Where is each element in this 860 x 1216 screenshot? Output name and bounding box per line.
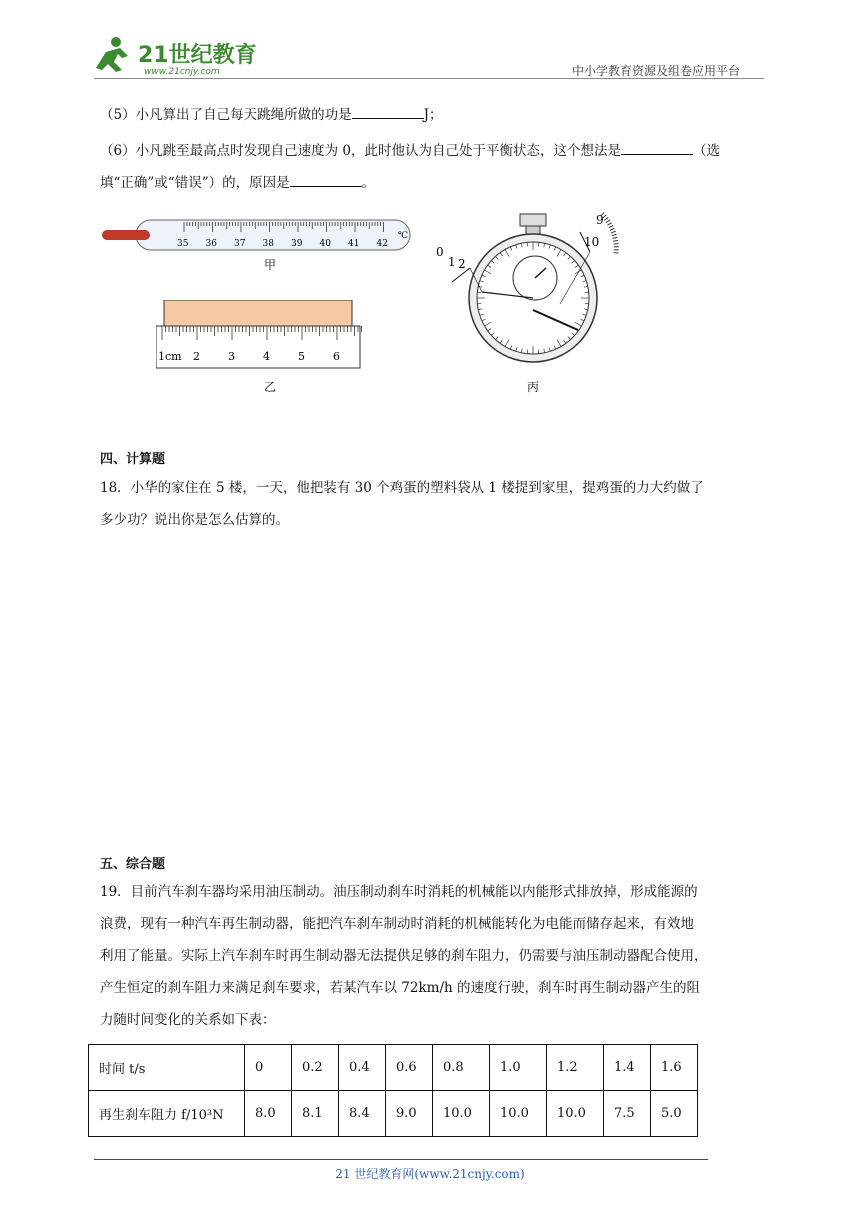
figure-caption-jia: 甲 [264, 258, 277, 272]
answer-blank [352, 104, 424, 119]
thermometer-tick-label: 36 [205, 239, 217, 249]
section-5-title: 五、综合题 [100, 857, 166, 872]
thermometer-tick-label: 35 [177, 239, 189, 249]
header-divider [94, 78, 764, 79]
ruler-tick-label: 6 [333, 350, 340, 363]
ruler-tick-label: 2 [193, 350, 200, 363]
table-row-header: 时间 t/s [89, 1045, 245, 1091]
stopwatch-figure [430, 210, 630, 370]
q19-line: 19．目前汽车刹车器均采用油压制动。油压制动刹车时消耗的机械能以内能形式排放掉，形成能源的 [100, 884, 698, 900]
table-row [89, 1045, 698, 1091]
stopwatch-scale-label: 2 [458, 257, 466, 271]
q19-line: 产生恒定的刹车阻力来满足刹车要求，若某汽车以 72km/h 的速度行驶，刹车时再生制动器产生的阻 [100, 980, 700, 996]
stopwatch-scale-label: 9 [596, 213, 604, 227]
q19-line: 利用了能量。实际上汽车刹车时再生制动器无法提供足够的刹车阻力，仍需要与油压制动器配合使用， [100, 948, 708, 964]
thermometer-tick-label: 39 [291, 239, 303, 249]
platform-label: 中小学教育资源及组卷应用平台 [572, 64, 741, 78]
table-cell: 0.8 [433, 1045, 490, 1091]
q17-item5-unit: J； [423, 107, 443, 123]
table-cell: 1.0 [490, 1045, 547, 1091]
logo-text: 21世纪教育 [138, 43, 257, 68]
ruler-figure [156, 300, 362, 370]
q18-line2: 多少功？说出你是怎么估算的。 [100, 512, 289, 528]
footer-link[interactable]: 21 世纪教育网(www.21cnjy.com) [335, 1167, 525, 1181]
answer-blank [621, 140, 693, 155]
table-cell: 1.4 [604, 1045, 651, 1091]
stopwatch-scale-label: 1 [448, 255, 456, 269]
figure-caption-yi: 乙 [264, 380, 277, 394]
site-logo [94, 34, 274, 78]
table-cell: 8.4 [339, 1091, 386, 1137]
q17-item6-end: 。 [361, 175, 376, 191]
thermometer-unit: ℃ [398, 231, 409, 241]
q17-item6-line1 [100, 140, 720, 161]
table-cell: 8.1 [292, 1091, 339, 1137]
ruler-tick-label: 5 [298, 350, 305, 363]
thermometer-tick-label: 40 [319, 239, 331, 249]
braking-force-table [88, 1044, 698, 1137]
q17-item6-line2 [100, 172, 375, 193]
logo-url: www.21cnjy.com [144, 67, 220, 77]
table-cell: 10.0 [547, 1091, 604, 1137]
stopwatch-scale-label: 10 [584, 235, 600, 249]
table-cell: 1.2 [547, 1045, 604, 1091]
thermometer-tick-label: 38 [262, 239, 274, 249]
thermometer-tick-label: 37 [234, 239, 246, 249]
table-row [89, 1091, 698, 1137]
table-cell: 1.6 [651, 1045, 698, 1091]
thermometer-figure [98, 218, 414, 254]
q17-item5-text: （5）小凡算出了自己每天跳绳所做的功是 [100, 107, 352, 123]
q19-line: 力随时间变化的关系如下表： [100, 1012, 276, 1028]
q17-item6-tail: （选 [692, 143, 720, 159]
ruler-tick-label: 1cm [158, 350, 182, 363]
table-cell: 10.0 [433, 1091, 490, 1137]
section-4-title: 四、计算题 [100, 452, 166, 467]
q17-item6-text2: 填“正确”或“错误”）的，原因是 [100, 175, 290, 191]
answer-blank [290, 172, 362, 187]
thermometer-tick-label: 41 [348, 239, 360, 249]
ruler-tick-label: 4 [263, 350, 270, 363]
table-cell: 10.0 [490, 1091, 547, 1137]
table-cell: 9.0 [386, 1091, 433, 1137]
q19-line: 浪费，现有一种汽车再生制动器，能把汽车刹车制动时消耗的机械能转化为电能而储存起来，有效地 [100, 916, 694, 932]
ruler-tick-label: 3 [228, 350, 235, 363]
table-row-header: 再生刹车阻力 f/10³N [89, 1091, 245, 1137]
thermometer-tick-label: 42 [376, 239, 388, 249]
q17-item6-text: （6）小凡跳至最高点时发现自己速度为 0，此时他认为自己处于平衡状态，这个想法是 [100, 143, 621, 159]
stopwatch-scale-label: 0 [436, 245, 444, 259]
table-cell: 0.4 [339, 1045, 386, 1091]
table-cell: 0.2 [292, 1045, 339, 1091]
table-cell: 8.0 [245, 1091, 292, 1137]
table-cell: 0 [245, 1045, 292, 1091]
q17-item5 [100, 104, 443, 125]
footer-divider [94, 1159, 708, 1160]
table-cell: 5.0 [651, 1091, 698, 1137]
figure-caption-bing: 丙 [527, 380, 540, 394]
table-cell: 7.5 [604, 1091, 651, 1137]
table-cell: 0.6 [386, 1045, 433, 1091]
q18-line1: 18．小华的家住在 5 楼，一天，他把装有 30 个鸡蛋的塑料袋从 1 楼提到家里，提鸡蛋的力大约做了 [100, 480, 704, 496]
